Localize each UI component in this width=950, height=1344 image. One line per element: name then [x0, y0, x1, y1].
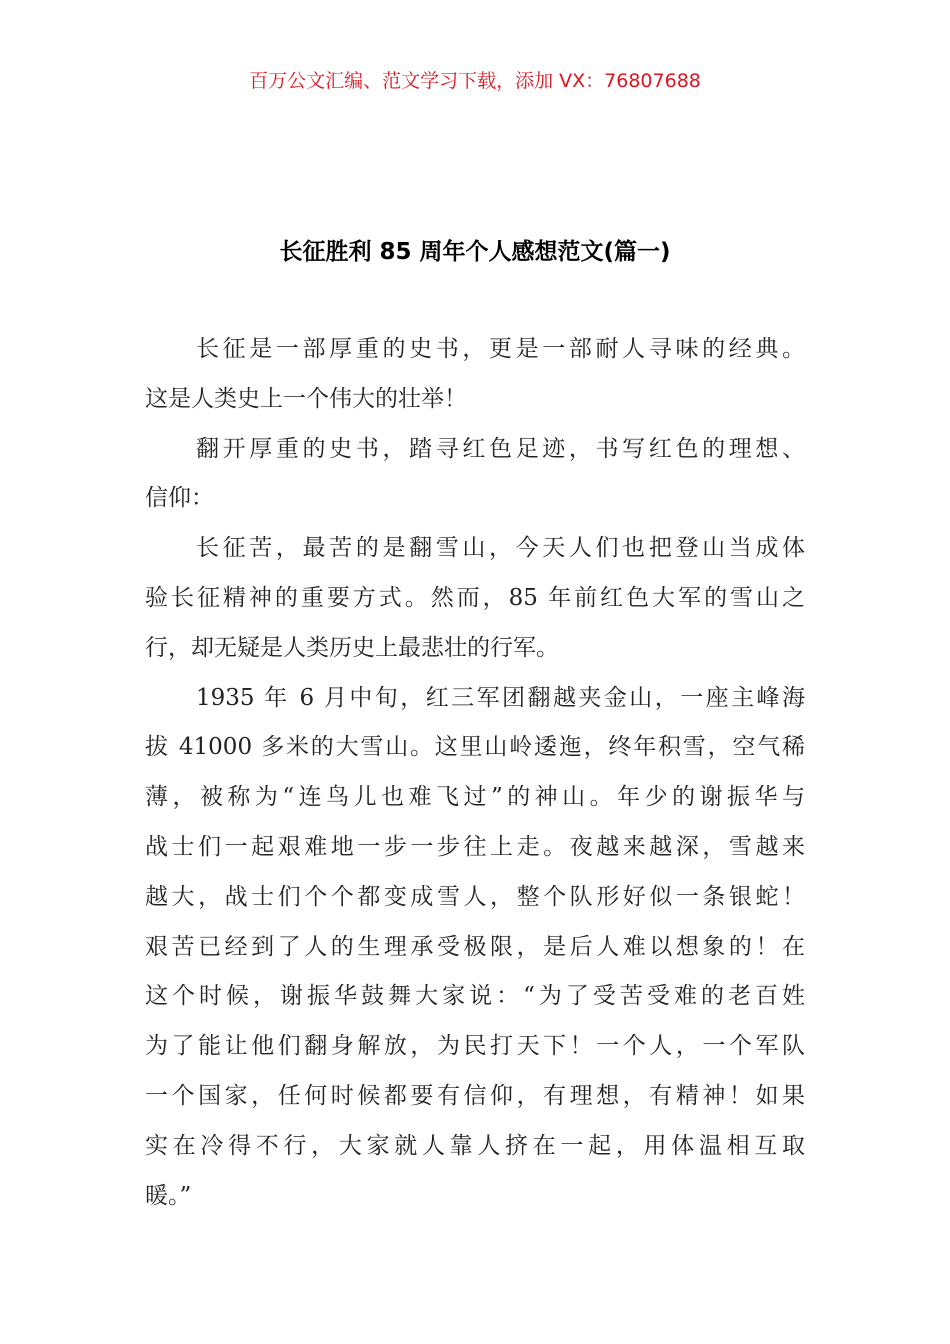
paragraph-line: 艰苦已经到了人的生理承受极限，是后人难以想象的！在 [145, 933, 805, 960]
document-title: 长征胜利 85 周年个人感想范文(篇一) [279, 239, 671, 265]
paragraph-line: 实在冷得不行，大家就人靠人挤在一起，用体温相互取 [145, 1132, 805, 1159]
paragraph-line: 薄，被称为“连鸟儿也难飞过”的神山。年少的谢振华与 [145, 784, 805, 811]
paragraph [145, 425, 805, 525]
document-body [145, 325, 805, 1221]
paragraph-line: 为了能让他们翻身解放，为民打天下！一个人，一个军队 [145, 1033, 805, 1060]
paragraph-line: 长征是一部厚重的史书，更是一部耐人寻味的经典。 [196, 336, 805, 362]
paragraph-line: 拔 41000 多米的大雪山。这里山岭逶迤，终年积雪，空气稀 [145, 734, 805, 761]
paragraph [145, 524, 805, 673]
paragraph-line: 越大，战士们个个都变成雪人，整个队形好似一条银蛇！ [145, 883, 805, 910]
paragraph-line: 暖。” [145, 1182, 192, 1209]
paragraph [145, 325, 805, 425]
paragraph-line: 战士们一起艰难地一步一步往上走。夜越来越深，雪越来 [145, 833, 805, 860]
paragraph-line: 信仰： [145, 485, 214, 512]
paragraph-line: 这是人类史上一个伟大的壮举！ [145, 385, 467, 412]
watermark-header: 百万公文汇编、范文学习下载，添加 VX：76807688 [249, 70, 701, 92]
paragraph-line: 一个国家，任何时候都要有信仰，有理想，有精神！如果 [145, 1082, 805, 1109]
paragraph-line: 这个时候，谢振华鼓舞大家说：“为了受苦受难的老百姓 [145, 983, 805, 1010]
paragraph-line: 长征苦，最苦的是翻雪山，今天人们也把登山当成体 [196, 535, 805, 562]
paragraph-line: 翻开厚重的史书，踏寻红色足迹，书写红色的理想、 [196, 435, 805, 462]
paragraph-line: 行，却无疑是人类历史上最悲壮的行军。 [145, 634, 559, 661]
paragraph-line: 验长征精神的重要方式。然而，85 年前红色大军的雪山之 [145, 584, 805, 611]
paragraph [145, 674, 805, 1222]
paragraph-line: 1935 年 6 月中旬，红三军团翻越夹金山，一座主峰海 [196, 684, 805, 711]
